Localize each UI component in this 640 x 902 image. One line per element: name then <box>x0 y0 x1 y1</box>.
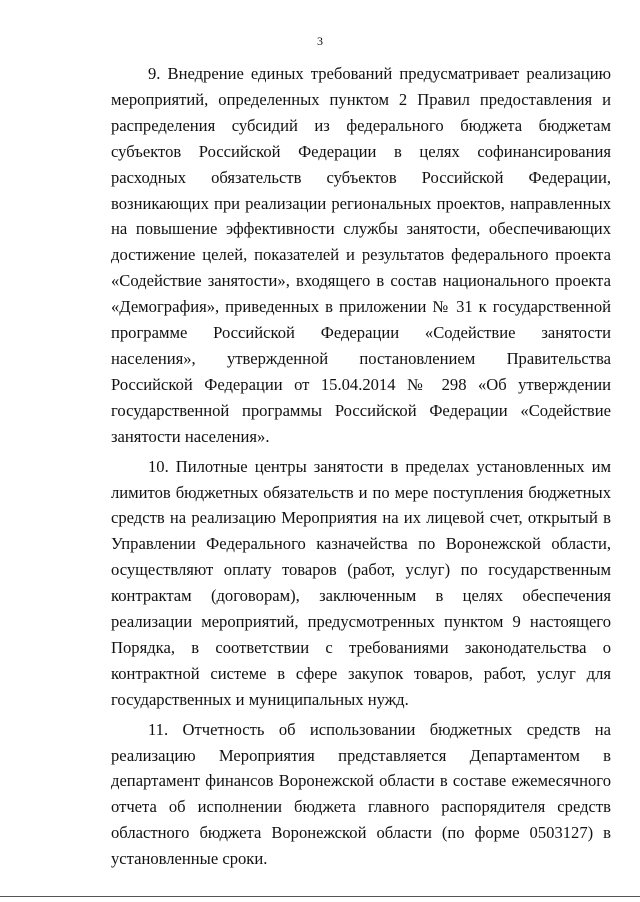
paragraph-9: 9. Внедрение единых требований предусматривает реализацию мероприятий, определенных пунктом 2 Правил предоставления и распределения субсидий из федерального бюджета бюджетам субъектов Российской Федерации в целях софинансирования расходных обязательств субъектов Российской Федерации, возникающих при реализации региональных проектов, направленных на повышение эффективности службы занятости, обеспечивающих достижение целей, показателей и результатов федерального проекта «Содействие занятости», входящего в состав национального проекта «Демография», приведенных в приложении № 31 к государственной программе Российской Федерации «Содействие занятости населения», утвержденной постановлением Правительства Российской Федерации от 15.04.2014 № 298 «Об утверждении государственной программы Российской Федерации «Содействие занятости населения». <box>111 64 611 446</box>
page-bottom-edge <box>0 896 640 897</box>
paragraph-10: 10. Пилотные центры занятости в пределах установленных им лимитов бюджетных обязательств и по мере поступления бюджетных средств на реализацию Мероприятия на их лицевой счет, открытый в Управлении Федерального казначейства по Воронежской области, осуществляют оплату товаров (работ, услуг) по государственным контрактам (договорам), заключенным в целях обеспечения реализации мероприятий, предусмотренных пунктом 9 настоящего Порядка, в соответствии с требованиями законодательства о контрактной системе в сфере закупок товаров, работ, услуг для государственных и муниципальных нужд. <box>111 456 611 709</box>
document-body <box>111 61 611 872</box>
paragraph-11: 11. Отчетность об использовании бюджетных средств на реализацию Мероприятия представляется Департаментом в департамент финансов Воронежской области в составе ежемесячного отчета об исполнении бюджета главного распорядителя средств областного бюджета Воронежской области (по форме 0503127) в установленные сроки. <box>111 719 611 869</box>
page-number: 3 <box>317 34 323 48</box>
